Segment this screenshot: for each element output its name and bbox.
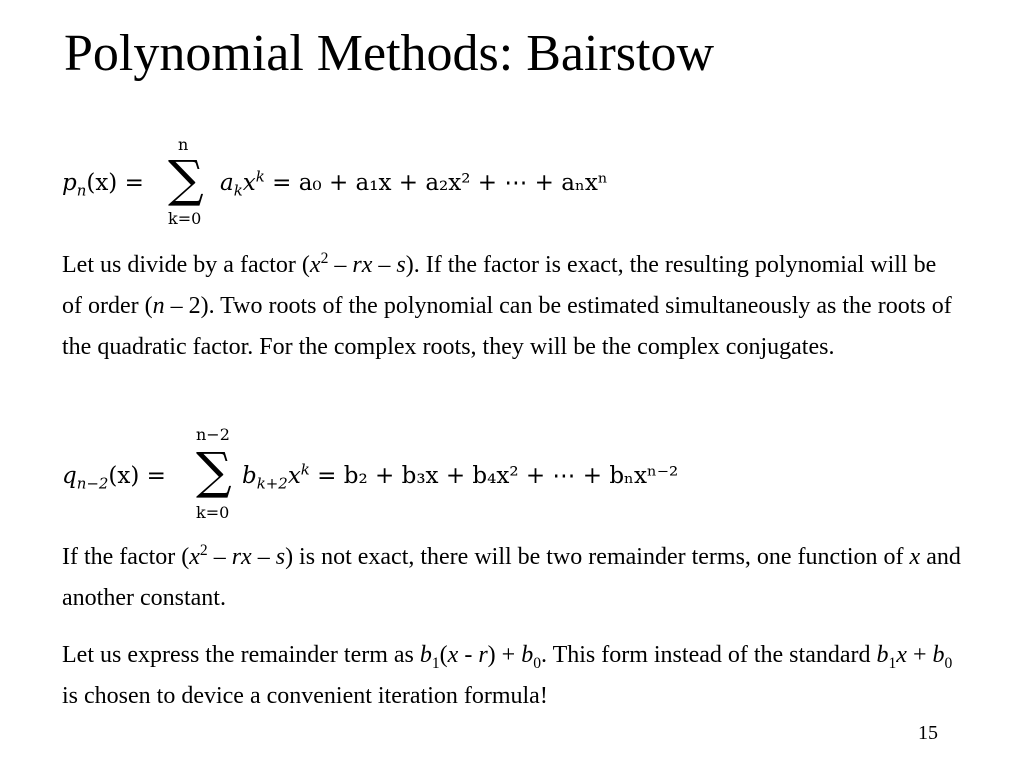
para3-var-b0: b [521, 642, 534, 668]
para1-text-5: – 2). Two roots of the polynomial can be estimated simultaneously as the roots of the quadratic factor. For the complex roots, they will be the complex conjugates. [62, 293, 952, 360]
para3-var-x: x [447, 642, 459, 668]
equation-qn-2 [62, 420, 782, 530]
paragraph-factor-exact [62, 245, 962, 368]
para3-var-x-std: x [896, 642, 907, 668]
para3-var-b0-std: b [932, 642, 945, 668]
para3-var-r: r [478, 642, 488, 668]
para3-var-b1: b [419, 642, 432, 668]
paragraph-factor-not-exact [62, 537, 962, 619]
para2-exp-2: 2 [199, 542, 208, 559]
eq2-sum-lower: k=0 [196, 503, 230, 522]
eq1-sigma: ∑ [168, 150, 204, 208]
eq2-lhs-rest: (x) = [108, 463, 166, 489]
eq2-expansion: = b₂ + b₃x + b₄x² + ⋯ + bₙxⁿ⁻² [317, 463, 679, 489]
eq1-sum-lower: k=0 [168, 209, 202, 228]
para1-text-3: – [372, 252, 397, 278]
eq2-term-coef-sub: k+2 [256, 474, 288, 493]
para3-text-1: Let us express the remainder term as [62, 642, 420, 668]
para2-text-4: ) is not exact, there will be two remainder terms, one function of [285, 544, 910, 570]
para3-sub-0: 0 [533, 654, 541, 672]
eq1-sum-upper: n [178, 135, 189, 154]
eq2-lhs-var: q [62, 463, 77, 489]
para3-sub-0-std: 0 [944, 654, 953, 672]
para3-text-4: ) + [487, 642, 522, 668]
eq2-sum-upper: n−2 [196, 425, 230, 444]
para1-exp-2: 2 [320, 250, 329, 267]
eq2-term-exp: k [300, 460, 310, 479]
eq2-sigma: ∑ [196, 442, 232, 500]
eq2-lhs [62, 462, 166, 493]
eq1-lhs-rest: (x) = [86, 170, 144, 196]
eq1-lhs-var: p [62, 170, 77, 196]
para1-var-n: n [152, 293, 165, 319]
para3-sub-1: 1 [431, 654, 440, 672]
eq1-term-exp: k [255, 167, 265, 186]
para2-var-s: s [275, 544, 286, 570]
para2-text-3: – [251, 544, 276, 570]
eq2-rhs [242, 460, 679, 493]
paragraph-remainder-term [62, 635, 962, 717]
para2-text-2: – [207, 544, 232, 570]
eq1-term-coef-sub: k [233, 181, 243, 200]
para2-var-rx: rx [231, 544, 252, 570]
para3-var-b1-std: b [876, 642, 889, 668]
para1-text-2: – [328, 252, 353, 278]
para1-text-1: Let us divide by a factor ( [62, 252, 310, 278]
eq1-lhs [62, 169, 144, 200]
eq1-lhs-sub: n [76, 181, 87, 200]
eq2-term-coef: b [242, 463, 257, 489]
para3-text-3: - [458, 642, 479, 668]
para1-var-rx: rx [352, 252, 373, 278]
para2-text-1: If the factor ( [62, 544, 190, 570]
para3-text-6: + [906, 642, 933, 668]
para3-text-7: is chosen to device a convenient iteration formula! [62, 683, 548, 709]
eq2-term-var: x [287, 463, 301, 489]
eq1-expansion: = a₀ + a₁x + a₂x² + ⋯ + aₙxⁿ [272, 170, 608, 196]
para1-var-s: s [396, 252, 406, 278]
equation-pn [62, 130, 702, 230]
para3-sub-1-std: 1 [888, 654, 897, 672]
page-number: 15 [918, 722, 938, 744]
eq1-rhs [220, 167, 608, 200]
para3-text-5: . This form instead of the standard [541, 642, 877, 668]
para3-text-2: ( [439, 642, 448, 668]
para1-text-4: ). If the factor is exact, the resulting polynomial will be of order ( [62, 252, 937, 319]
para1-var-x: x [309, 252, 321, 278]
eq1-term-coef: a [220, 170, 234, 196]
eq2-lhs-sub: n−2 [76, 474, 109, 493]
eq1-term-var: x [242, 170, 256, 196]
slide-title: Polynomial Methods: Bairstow [64, 25, 714, 82]
para2-var-x2: x [909, 544, 921, 570]
para2-text-5: and another constant. [62, 544, 961, 611]
para2-var-x: x [189, 544, 200, 570]
